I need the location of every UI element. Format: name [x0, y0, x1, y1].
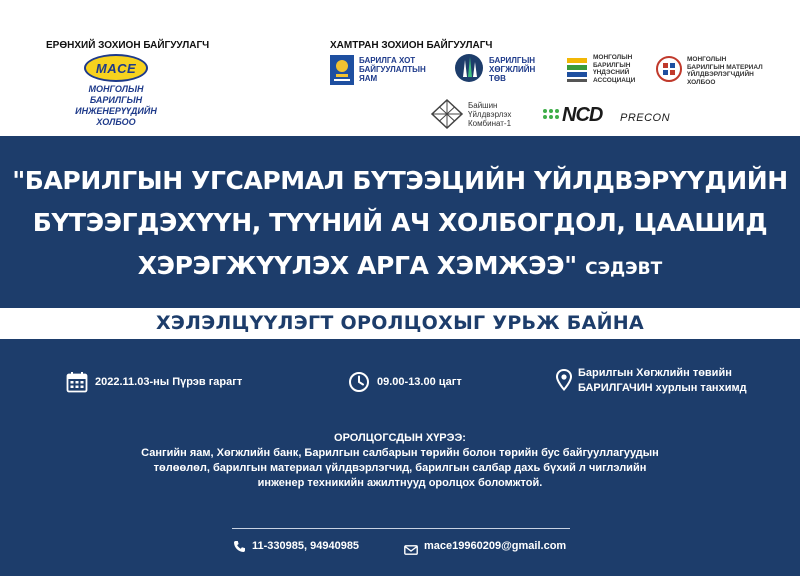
building-combinat-logo-icon: [430, 98, 464, 130]
participants-line-3: инженер техникийн ажилтнууд оролцох боломжтой.: [257, 477, 543, 489]
event-location: [578, 366, 747, 396]
location-line-1: Барилгын Хөгжлийн төвийн: [578, 367, 732, 379]
contact-email: mace19960209@gmail.com: [424, 540, 567, 552]
participants-description: [80, 446, 720, 491]
materials-association-logo-icon: [655, 55, 683, 83]
event-date: 2022.11.03-ны Пүрэв гарагт: [95, 376, 243, 388]
clock-icon: [348, 371, 370, 393]
ministry-name: БАРИЛГА ХОТ БАЙГУУЛАЛТЫН ЯАМ: [359, 56, 426, 83]
location-line-2: БАРИЛГАЧИН хурлын танхимд: [578, 382, 747, 394]
mace-logo-text: MACE: [95, 60, 137, 76]
national-association-name: МОНГОЛЫН БАРИЛГЫН ҮНДЭСНИЙ АССОЦИАЦИ: [593, 54, 636, 84]
participants-title: ОРОЛЦОГСДЫН ХҮРЭЭ:: [334, 432, 466, 444]
title-suffix: СЭДЭВТ: [585, 259, 663, 279]
development-center-logo-icon: [453, 52, 485, 84]
ncd-logo-text: NCD: [562, 104, 603, 126]
contact-divider: [232, 528, 570, 529]
mace-logo: [84, 54, 148, 82]
title-line-3: [0, 251, 800, 280]
ministry-emblem-icon: [330, 55, 354, 85]
development-center-name: БАРИЛГЫН ХӨГЖЛИЙН ТӨВ: [489, 56, 536, 83]
calendar-icon: [66, 371, 88, 393]
title-line-1: "БАРИЛГЫН УГСАРМАЛ БҮТЭЭЦИЙН ҮЙЛДВЭРҮҮДИЙН: [12, 166, 788, 195]
participants-line-2: төлөөлөл, барилгын материал үйлдвэрлэгчид, барилгын салбар дахь бүхий л чиглэлийн: [153, 462, 647, 474]
mace-org-name: МОНГОЛЫН БАРИЛГЫН ИНЖЕНЕРҮҮДИЙН ХОЛБОО: [75, 84, 157, 127]
building-combinat-name: Байшин Үйлдвэрлэх Комбинат-1: [468, 101, 512, 128]
event-time: 09.00-13.00 цагт: [377, 376, 462, 388]
ncd-dots-icon: [542, 108, 560, 122]
materials-association-name: МОНГОЛЫН БАРИЛГЫН МАТЕРИАЛ ҮЙЛДВЭРЛЭГЧДИЙН ХОЛБОО: [687, 56, 763, 86]
precon-logo-text: PRECON: [620, 112, 671, 124]
location-pin-icon: [556, 369, 572, 391]
national-association-logo-icon: [565, 54, 589, 84]
participants-line-1: Сангийн яам, Хөгжлийн банк, Барилгын салбарын төрийн болон төрийн бус байгууллагуудын: [141, 447, 659, 459]
organizer-label: ЕРӨНХИЙ ЗОХИОН БАЙГУУЛАГЧ: [46, 40, 210, 51]
co-organizer-label: ХАМТРАН ЗОХИОН БАЙГУУЛАГЧ: [330, 40, 493, 51]
invitation-heading: ХЭЛЭЛЦҮҮЛЭГТ ОРОЛЦОХЫГ УРЬЖ БАЙНА: [155, 312, 645, 334]
phone-icon: [233, 540, 246, 553]
contact-phone: 11-330985, 94940985: [252, 540, 360, 552]
title-line-3-text: ХЭРЭГЖҮҮЛЭХ АРГА ХЭМЖЭЭ": [137, 251, 577, 280]
email-icon: [404, 542, 418, 552]
title-line-2: БҮТЭЭГДЭХҮҮН, ТҮҮНИЙ АЧ ХОЛБОГДОЛ, ЦААШИД: [32, 208, 768, 237]
